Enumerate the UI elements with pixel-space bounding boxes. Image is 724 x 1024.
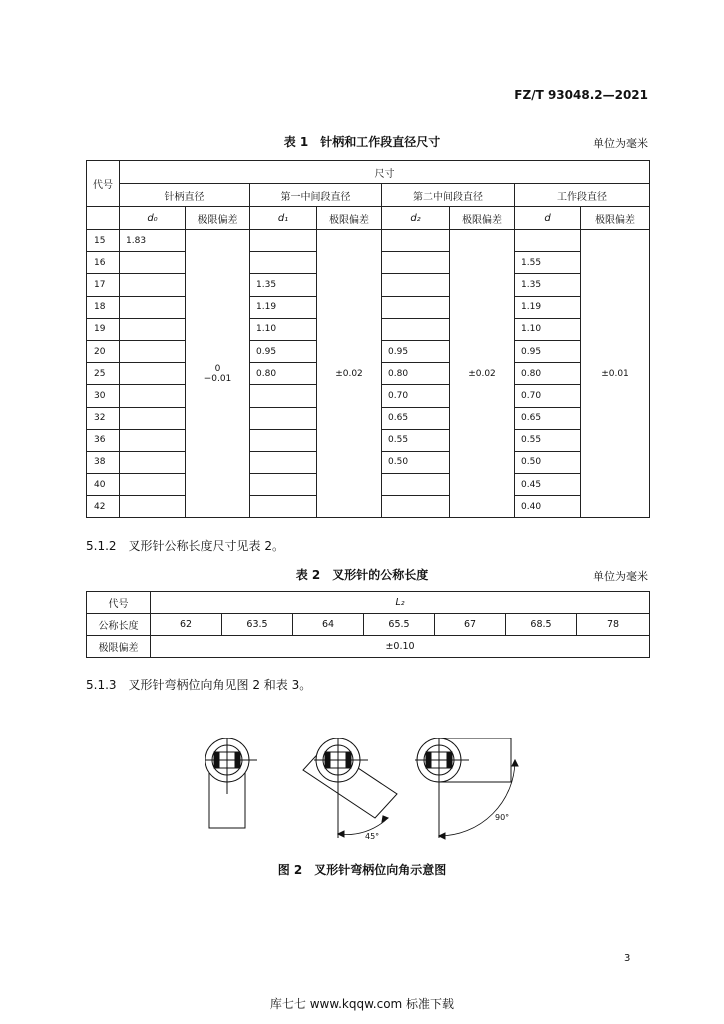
- d1-cell: [250, 429, 317, 451]
- d2-cell: [382, 252, 450, 274]
- d2-cell: 0.55: [382, 429, 450, 451]
- nominal-length-cell: 62: [151, 614, 222, 636]
- table2-caption: 表 2 叉形针的公称长度: [295, 568, 429, 582]
- d2-cell: [382, 230, 450, 252]
- subhead-empty: [87, 207, 120, 230]
- row-code-label: 代号: [87, 592, 151, 614]
- row-code-value: L₂: [151, 592, 650, 614]
- d0-cell: [120, 474, 186, 496]
- d-cell: 0.80: [515, 363, 581, 385]
- d-tolerance: ±0.01: [581, 230, 650, 518]
- needle-0deg: [205, 738, 257, 828]
- d1-cell: 1.35: [250, 274, 317, 296]
- standard-number: FZ/T 93048.2—2021: [514, 88, 648, 102]
- subhead-tol: 极限偏差: [581, 207, 650, 230]
- group-mid1: 第一中间段直径: [250, 184, 382, 207]
- d1-cell: [250, 474, 317, 496]
- header-code: 代号: [87, 161, 120, 207]
- nominal-length-cell: 68.5: [506, 614, 577, 636]
- d-cell: 1.55: [515, 252, 581, 274]
- subhead-d: d: [515, 207, 581, 230]
- d-cell: 0.40: [515, 496, 581, 518]
- needle-45deg: [303, 738, 397, 838]
- d0-cell: [120, 429, 186, 451]
- d0-cell: [120, 296, 186, 318]
- d2-cell: 0.95: [382, 340, 450, 362]
- d2-cell: 0.80: [382, 363, 450, 385]
- d1-cell: [250, 451, 317, 473]
- subhead-d0: d₀: [120, 207, 186, 230]
- d2-cell: [382, 496, 450, 518]
- code-cell: 32: [87, 407, 120, 429]
- needle-90deg: [415, 738, 518, 839]
- d-cell: 1.10: [515, 318, 581, 340]
- d2-cell: 0.65: [382, 407, 450, 429]
- table2-unit: 单位为毫米: [593, 570, 648, 583]
- d0-cell: [120, 385, 186, 407]
- d1-cell: [250, 407, 317, 429]
- table1-unit: 单位为毫米: [593, 137, 648, 150]
- d-cell: [515, 230, 581, 252]
- subhead-d1: d₁: [250, 207, 317, 230]
- d0-cell: [120, 340, 186, 362]
- code-cell: 25: [87, 363, 120, 385]
- paragraph-5-1-3: 5.1.3 叉形针弯柄位向角见图 2 和表 3。: [86, 678, 312, 692]
- code-cell: 36: [87, 429, 120, 451]
- d-cell: 0.45: [515, 474, 581, 496]
- d0-tolerance: 0 −0.01: [186, 230, 250, 518]
- angle-45-label: 45°: [365, 832, 380, 841]
- d0-cell: [120, 318, 186, 340]
- d0-cell: [120, 363, 186, 385]
- d2-cell: 0.70: [382, 385, 450, 407]
- row-nominal-label: 公称长度: [87, 614, 151, 636]
- paragraph-5-1-2: 5.1.2 叉形针公称长度尺寸见表 2。: [86, 539, 284, 553]
- d1-cell: [250, 496, 317, 518]
- code-cell: 40: [87, 474, 120, 496]
- tolerance-value: ±0.10: [151, 636, 650, 658]
- table1-caption: 表 1 针柄和工作段直径尺寸: [283, 135, 441, 149]
- d-cell: 1.35: [515, 274, 581, 296]
- group-shank: 针柄直径: [120, 184, 250, 207]
- code-cell: 16: [87, 252, 120, 274]
- angle-90-label: 90°: [495, 813, 510, 822]
- page-number: 3: [624, 953, 631, 964]
- figure-2-diagram: [205, 738, 535, 848]
- d-cell: 0.50: [515, 451, 581, 473]
- row-tolerance-label: 极限偏差: [87, 636, 151, 658]
- d0-cell: [120, 496, 186, 518]
- nominal-length-cell: 67: [435, 614, 506, 636]
- d1-cell: 0.95: [250, 340, 317, 362]
- d0-cell: 1.83: [120, 230, 186, 252]
- footer-watermark: 库七七 www.kqqw.com 标准下载: [269, 997, 455, 1011]
- d-cell: 0.70: [515, 385, 581, 407]
- d0-cell: [120, 451, 186, 473]
- code-cell: 38: [87, 451, 120, 473]
- d2-cell: [382, 274, 450, 296]
- d0-cell: [120, 274, 186, 296]
- code-cell: 42: [87, 496, 120, 518]
- code-cell: 30: [87, 385, 120, 407]
- d-cell: 1.19: [515, 296, 581, 318]
- d-cell: 0.95: [515, 340, 581, 362]
- subhead-tol: 极限偏差: [186, 207, 250, 230]
- d0-cell: [120, 252, 186, 274]
- d2-cell: [382, 318, 450, 340]
- d-cell: 0.55: [515, 429, 581, 451]
- table1-row: [87, 230, 650, 252]
- code-cell: 15: [87, 230, 120, 252]
- group-work: 工作段直径: [515, 184, 650, 207]
- table1: [86, 160, 650, 518]
- code-cell: 20: [87, 340, 120, 362]
- d1-cell: [250, 385, 317, 407]
- d-cell: 0.65: [515, 407, 581, 429]
- d0-cell: [120, 407, 186, 429]
- d1-tolerance: ±0.02: [317, 230, 382, 518]
- d2-cell: [382, 474, 450, 496]
- subhead-tol: 极限偏差: [317, 207, 382, 230]
- d1-cell: [250, 230, 317, 252]
- d2-cell: 0.50: [382, 451, 450, 473]
- nominal-length-cell: 63.5: [222, 614, 293, 636]
- code-cell: 18: [87, 296, 120, 318]
- code-cell: 17: [87, 274, 120, 296]
- code-cell: 19: [87, 318, 120, 340]
- nominal-length-cell: 65.5: [364, 614, 435, 636]
- header-size: 尺寸: [120, 161, 650, 184]
- d2-cell: [382, 296, 450, 318]
- d2-tolerance: ±0.02: [450, 230, 515, 518]
- d1-cell: [250, 252, 317, 274]
- d1-cell: 0.80: [250, 363, 317, 385]
- table2: [86, 591, 650, 658]
- subhead-tol: 极限偏差: [450, 207, 515, 230]
- subhead-d2: d₂: [382, 207, 450, 230]
- group-mid2: 第二中间段直径: [382, 184, 515, 207]
- nominal-length-cell: 64: [293, 614, 364, 636]
- d1-cell: 1.10: [250, 318, 317, 340]
- d1-cell: 1.19: [250, 296, 317, 318]
- figure-2-caption: 图 2 叉形针弯柄位向角示意图: [277, 863, 447, 877]
- nominal-length-cell: 78: [577, 614, 650, 636]
